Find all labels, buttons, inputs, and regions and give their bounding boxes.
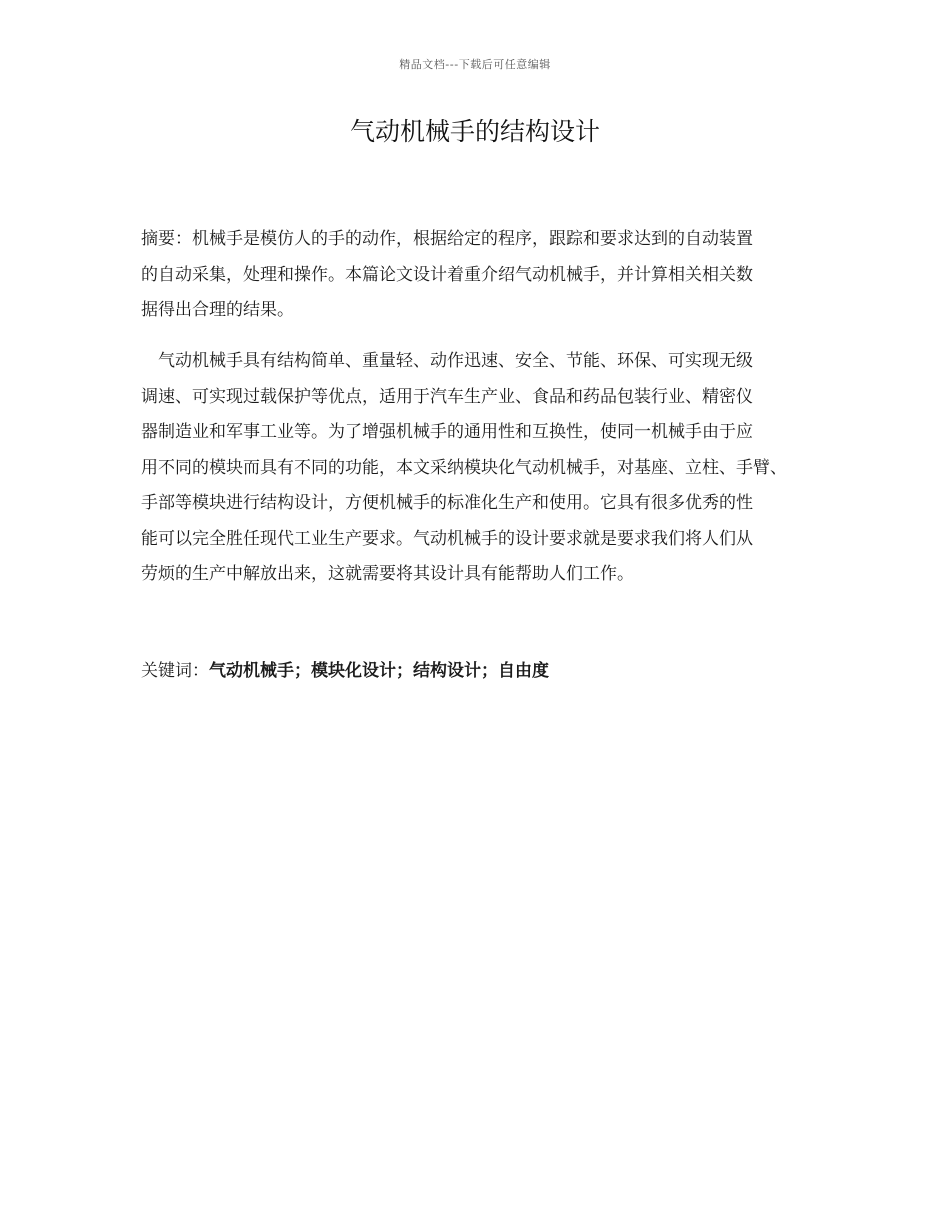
abstract-line: 据得出合理的结果。 <box>141 300 294 320</box>
abstract-line: 摘要：机械手是模仿人的手的动作，根据给定的程序，跟踪和要求达到的自动装置 <box>141 229 753 249</box>
paragraph-line: 能可以完全胜任现代工业生产要求。气动机械手的设计要求就是要求我们将人们从 <box>141 528 753 549</box>
paragraph-line: 用不同的模块而具有不同的功能，本文采纳模块化气动机械手，对基座、立柱、手臂、 <box>141 457 787 478</box>
keywords-line <box>141 654 823 690</box>
paragraph-line: 劳烦的生产中解放出来，这就需要将其设计具有能帮助人们工作。 <box>141 564 634 584</box>
document-title: 气动机械手的结构设计 <box>349 117 600 146</box>
body-paragraph <box>141 344 823 593</box>
paragraph-line: 调速、可实现过载保护等优点，适用于汽车生产业、食品和药品包装行业、精密仪 <box>141 386 753 407</box>
paragraph-line: 气动机械手具有结构简单、重量轻、动作迅速、安全、节能、环保、可实现无级 <box>141 351 753 371</box>
paragraph-line: 器制造业和军事工业等。为了增强机械手的通用性和互换性，使同一机械手由于应 <box>141 422 753 442</box>
page-header: 精品文档---下载后可任意编辑 <box>399 58 551 71</box>
keywords-label: 关键词： <box>141 661 209 681</box>
abstract-line: 的自动采集，处理和操作。本篇论文设计着重介绍气动机械手，并计算相关相关数 <box>141 264 753 285</box>
keywords-value: 气动机械手；模块化设计；结构设计；自由度 <box>209 661 549 681</box>
abstract-paragraph <box>141 222 823 329</box>
paragraph-line: 手部等模块进行结构设计，方便机械手的标准化生产和使用。它具有很多优秀的性 <box>141 493 753 513</box>
